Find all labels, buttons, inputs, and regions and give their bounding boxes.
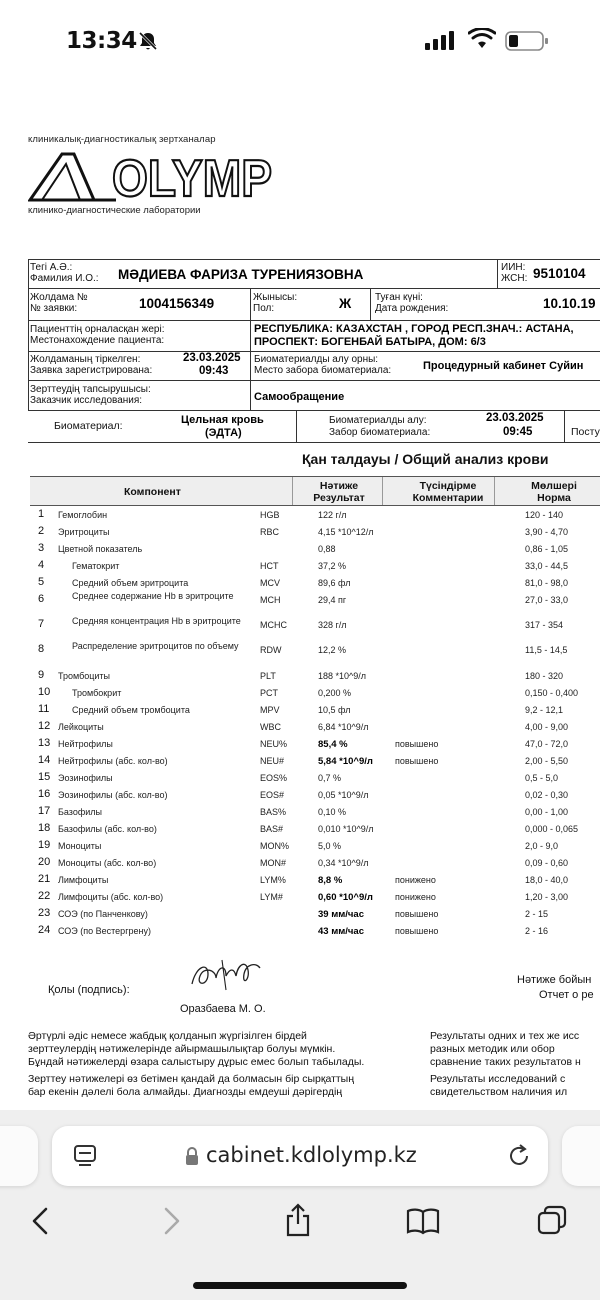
norm-range: 27,0 - 33,0 bbox=[525, 595, 569, 605]
disclaimer-ru: Результаты одних и тех же исс разных методик или обор сравнение таких результатов н Результаты исследований с свидетельством наличия ил bbox=[430, 1030, 581, 1098]
name-label-kz: Тегі А.Ә.: bbox=[30, 262, 73, 273]
table-row bbox=[30, 591, 600, 611]
component-name: Лейкоциты bbox=[58, 722, 104, 732]
svg-text:OLYMP: OLYMP bbox=[112, 150, 272, 204]
patient-iin: 9510104 bbox=[533, 266, 586, 281]
patient-name: МӘДИЕВА ФАРИЗА ТУРЕНИЯЗОВНА bbox=[118, 267, 364, 282]
table-row bbox=[30, 671, 600, 687]
component-name: Эозинофилы bbox=[58, 773, 113, 783]
result-value: 188 *10^9/л bbox=[318, 671, 367, 681]
norm-range: 81,0 - 98,0 bbox=[525, 578, 569, 588]
collect-label-kz: Биоматериалды алу: bbox=[329, 415, 427, 426]
component-code: PCT bbox=[260, 688, 278, 698]
wifi-icon bbox=[468, 28, 496, 50]
order-number: 1004156349 bbox=[139, 296, 215, 311]
component-name: Цветной показатель bbox=[58, 544, 143, 554]
table-row bbox=[30, 510, 600, 526]
comment-value: повышено bbox=[395, 909, 439, 919]
table-row bbox=[30, 790, 600, 806]
component-name: Распределение эритроцитов по объему bbox=[72, 641, 239, 651]
divider bbox=[564, 410, 565, 442]
component-name: Эритроциты bbox=[58, 527, 110, 537]
result-value: 4,15 *10^12/л bbox=[318, 527, 374, 537]
row-number: 10 bbox=[38, 686, 51, 698]
component-name: Моноциты bbox=[58, 841, 102, 851]
table-row bbox=[30, 527, 600, 543]
row-number: 16 bbox=[38, 788, 51, 800]
row-number: 13 bbox=[38, 737, 51, 749]
component-code: RBC bbox=[260, 527, 280, 537]
row-number: 15 bbox=[38, 771, 51, 783]
sex-label-kz: Жынысы: bbox=[253, 292, 298, 303]
forward-icon[interactable] bbox=[158, 1206, 184, 1236]
col-component: Компонент bbox=[124, 486, 181, 498]
signature-name: Оразбаева М. О. bbox=[180, 1003, 266, 1015]
component-code: BAS% bbox=[260, 807, 287, 817]
norm-range: 0,09 - 0,60 bbox=[525, 858, 569, 868]
component-name: Базофилы (абс. кол-во) bbox=[58, 824, 157, 834]
norm-range: 0,86 - 1,05 bbox=[525, 544, 569, 554]
table-row bbox=[30, 544, 600, 560]
location-label-kz: Пациенттің орналасқан жері: bbox=[30, 324, 165, 335]
row-number: 5 bbox=[38, 576, 45, 588]
biomaterial-value2: (ЭДТА) bbox=[205, 427, 242, 439]
component-name: Моноциты (абс. кол-во) bbox=[58, 858, 157, 868]
comment-value: понижено bbox=[395, 875, 436, 885]
order-label-ru: № заявки: bbox=[30, 303, 78, 314]
divider bbox=[28, 380, 600, 381]
divider bbox=[28, 259, 600, 260]
report-note-kz: Нәтиже бойын bbox=[517, 974, 592, 986]
component-code: PLT bbox=[260, 671, 276, 681]
component-name: Средний объем тромбоцита bbox=[72, 705, 190, 715]
result-value: 0,34 *10^9/л bbox=[318, 858, 369, 868]
address-bar[interactable] bbox=[52, 1126, 548, 1186]
post-label-cut: Посту bbox=[571, 426, 600, 438]
back-icon[interactable] bbox=[28, 1206, 54, 1236]
component-name: Среднее содержание Hb в эритроците bbox=[72, 591, 234, 601]
row-number: 23 bbox=[38, 907, 51, 919]
next-tab-preview[interactable] bbox=[562, 1126, 600, 1186]
row-number: 20 bbox=[38, 856, 51, 868]
table-row bbox=[30, 892, 600, 908]
signature-label: Қолы (подпись): bbox=[48, 984, 130, 996]
olymp-logo-icon bbox=[28, 146, 278, 204]
table-row bbox=[30, 641, 600, 661]
component-code: RDW bbox=[260, 645, 282, 655]
battery-icon bbox=[505, 30, 549, 52]
row-number: 2 bbox=[38, 525, 45, 537]
col-norm: Мөлшері Норма bbox=[531, 480, 577, 504]
collect-date: 23.03.2025 bbox=[486, 412, 544, 424]
norm-range: 317 - 354 bbox=[525, 620, 564, 630]
result-value: 12,2 % bbox=[318, 645, 347, 655]
component-name: Средний объем эритроцита bbox=[72, 578, 189, 588]
result-value: 0,10 % bbox=[318, 807, 347, 817]
lab-logo bbox=[28, 134, 288, 224]
norm-range: 1,20 - 3,00 bbox=[525, 892, 569, 902]
result-value: 43 мм/час bbox=[318, 926, 364, 937]
table-row bbox=[30, 858, 600, 874]
component-name: Гемоглобин bbox=[58, 510, 108, 520]
comment-value: повышено bbox=[395, 739, 439, 749]
norm-range: 3,90 - 4,70 bbox=[525, 527, 569, 537]
table-row bbox=[30, 705, 600, 721]
row-number: 12 bbox=[38, 720, 51, 732]
dob-label-kz: Туған күні: bbox=[375, 292, 423, 303]
component-name: Нейтрофилы bbox=[58, 739, 113, 749]
component-code: HCT bbox=[260, 561, 279, 571]
divider bbox=[28, 320, 600, 321]
result-value: 5,84 *10^9/л bbox=[318, 756, 373, 767]
row-number: 4 bbox=[38, 559, 45, 571]
url-text[interactable]: cabinet.kdlolymp.kz bbox=[206, 1143, 417, 1167]
row-number: 19 bbox=[38, 839, 51, 851]
row-number: 11 bbox=[38, 703, 50, 715]
norm-range: 180 - 320 bbox=[525, 671, 564, 681]
divider bbox=[28, 351, 600, 352]
row-number: 7 bbox=[38, 618, 45, 630]
share-icon[interactable] bbox=[283, 1202, 313, 1238]
result-value: 0,7 % bbox=[318, 773, 342, 783]
biomaterial-value1: Цельная кровь bbox=[181, 414, 264, 426]
reader-mode-icon[interactable] bbox=[72, 1143, 98, 1169]
result-value: 37,2 % bbox=[318, 561, 347, 571]
norm-range: 4,00 - 9,00 bbox=[525, 722, 569, 732]
result-value: 6,84 *10^9/л bbox=[318, 722, 369, 732]
cellular-signal-icon bbox=[425, 30, 459, 50]
result-value: 0,200 % bbox=[318, 688, 352, 698]
table-row bbox=[30, 807, 600, 823]
dob-label-ru: Дата рождения: bbox=[375, 303, 449, 314]
component-name: Средняя концентрация Hb в эритроците bbox=[72, 616, 241, 626]
collect-label-ru: Забор биоматериала: bbox=[329, 427, 431, 438]
component-code: NEU# bbox=[260, 756, 285, 766]
norm-range: 0,02 - 0,30 bbox=[525, 790, 569, 800]
component-code: LYM% bbox=[260, 875, 286, 885]
norm-range: 2,00 - 5,50 bbox=[525, 756, 569, 766]
comment-value: понижено bbox=[395, 892, 436, 902]
table-row bbox=[30, 773, 600, 789]
table-row bbox=[30, 824, 600, 840]
status-time: 13:34 bbox=[66, 28, 137, 54]
lab-report-document bbox=[0, 84, 600, 1114]
divider bbox=[296, 410, 297, 442]
bookmarks-icon[interactable] bbox=[405, 1206, 441, 1236]
row-number: 1 bbox=[38, 508, 45, 520]
component-code: MCHC bbox=[260, 620, 287, 630]
row-number: 18 bbox=[38, 822, 51, 834]
signature-icon bbox=[186, 956, 266, 996]
patient-sex: Ж bbox=[339, 296, 352, 311]
result-value: 0,60 *10^9/л bbox=[318, 892, 373, 903]
customer-label-ru: Заказчик исследования: bbox=[30, 395, 143, 406]
disclaimer-kz: Әртүрлі әдіс немесе жабдық қолданып жүргізілген бірдей зерттеулердің нәтижелерінде айырмашылықтар болуы мүмкін. Бұндай нәтижелерді өзара салыстыру дұрыс емес болып табылады. Зерттеу нәтижелері өз бетімен қандай да болмасын бір сырқаттың бар екенін дәлелі бола алмайды. Диагнозды емдеуші дәрігердің bbox=[28, 1030, 365, 1098]
browser-bottom-bar bbox=[0, 1110, 600, 1300]
row-number: 24 bbox=[38, 924, 51, 936]
result-value: 0,88 bbox=[318, 544, 336, 554]
divider bbox=[28, 442, 600, 443]
row-number: 17 bbox=[38, 805, 51, 817]
norm-range: 0,5 - 5,0 bbox=[525, 773, 559, 783]
bell-muted-icon bbox=[137, 30, 159, 52]
table-row bbox=[30, 909, 600, 925]
divider bbox=[497, 259, 498, 288]
lock-icon bbox=[184, 1146, 200, 1166]
component-code: EOS# bbox=[260, 790, 285, 800]
report-note-ru: Отчет о ре bbox=[539, 989, 594, 1001]
divider bbox=[250, 288, 251, 320]
norm-range: 2 - 16 bbox=[525, 926, 549, 936]
row-number: 8 bbox=[38, 643, 45, 655]
divider bbox=[28, 288, 600, 289]
iin-label-kz: ИИН: bbox=[501, 262, 526, 273]
col-result: Нәтиже Результат bbox=[313, 480, 365, 504]
table-row bbox=[30, 875, 600, 891]
place-label-kz: Биоматериалды алу орны: bbox=[254, 354, 379, 365]
component-name: СОЭ (по Вестергрену) bbox=[58, 926, 151, 936]
home-indicator[interactable] bbox=[193, 1282, 407, 1289]
norm-range: 11,5 - 14,5 bbox=[525, 645, 568, 655]
result-value: 29,4 пг bbox=[318, 595, 347, 605]
component-code: NEU% bbox=[260, 739, 288, 749]
norm-range: 2 - 15 bbox=[525, 909, 549, 919]
component-name: Нейтрофилы (абс. кол-во) bbox=[58, 756, 168, 766]
reg-time: 09:43 bbox=[199, 365, 229, 377]
table-row bbox=[30, 688, 600, 704]
sex-label-ru: Пол: bbox=[253, 303, 275, 314]
norm-range: 120 - 140 bbox=[525, 510, 564, 520]
table-row bbox=[30, 841, 600, 857]
reg-date: 23.03.2025 bbox=[183, 352, 241, 364]
table-row bbox=[30, 561, 600, 577]
result-value: 328 г/л bbox=[318, 620, 347, 630]
reg-label-ru: Заявка зарегистрирована: bbox=[30, 365, 153, 376]
table-row bbox=[30, 616, 600, 636]
row-number: 21 bbox=[38, 873, 51, 885]
component-code: WBC bbox=[260, 722, 281, 732]
norm-range: 47,0 - 72,0 bbox=[525, 739, 569, 749]
norm-range: 0,000 - 0,065 bbox=[525, 824, 579, 834]
lab-name-ru: клинико-диагностические лаборатории bbox=[28, 205, 201, 216]
divider bbox=[28, 410, 600, 411]
result-value: 85,4 % bbox=[318, 739, 348, 750]
component-name: Лимфоциты bbox=[58, 875, 109, 885]
row-number: 14 bbox=[38, 754, 51, 766]
lab-name-kz: клиникалық-диагностикалық зертханалар bbox=[28, 134, 216, 145]
name-label-ru: Фамилия И.О.: bbox=[30, 273, 99, 284]
biomaterial-label: Биоматериал: bbox=[54, 420, 123, 432]
component-code: MCV bbox=[260, 578, 280, 588]
result-value: 122 г/л bbox=[318, 510, 347, 520]
row-number: 22 bbox=[38, 890, 51, 902]
reg-label-kz: Жолдаманың тіркелген: bbox=[30, 354, 141, 365]
collection-place: Процедурный кабинет Суйин bbox=[423, 360, 584, 372]
reload-icon[interactable] bbox=[506, 1143, 532, 1169]
result-value: 0,010 *10^9/л bbox=[318, 824, 374, 834]
collect-time: 09:45 bbox=[503, 426, 533, 438]
row-number: 9 bbox=[38, 669, 45, 681]
row-number: 3 bbox=[38, 542, 45, 554]
component-name: Базофилы bbox=[58, 807, 102, 817]
component-code: LYM# bbox=[260, 892, 283, 902]
norm-range: 18,0 - 40,0 bbox=[525, 875, 569, 885]
result-value: 10,5 фл bbox=[318, 705, 351, 715]
table-row bbox=[30, 926, 600, 942]
divider bbox=[370, 288, 371, 320]
col-comment: Түсіндірме Комментарии bbox=[412, 480, 484, 504]
row-number: 6 bbox=[38, 593, 45, 605]
address-line1: РЕСПУБЛИКА: КАЗАХСТАН , ГОРОД РЕСП.ЗНАЧ.: АСТАНА, bbox=[254, 323, 574, 335]
place-label-ru: Место забора биоматериала: bbox=[254, 365, 392, 376]
location-label-ru: Местонахождение пациента: bbox=[30, 335, 165, 346]
result-value: 89,6 фл bbox=[318, 578, 351, 588]
component-code: MON# bbox=[260, 858, 287, 868]
table-row bbox=[30, 756, 600, 772]
norm-range: 0,150 - 0,400 bbox=[525, 688, 579, 698]
comment-value: повышено bbox=[395, 756, 439, 766]
component-name: Тромбоциты bbox=[58, 671, 111, 681]
component-code: MPV bbox=[260, 705, 280, 715]
component-name: СОЭ (по Панченкову) bbox=[58, 909, 148, 919]
divider bbox=[250, 320, 251, 410]
component-code: HGB bbox=[260, 510, 280, 520]
component-code: EOS% bbox=[260, 773, 288, 783]
component-name: Тромбокрит bbox=[72, 688, 122, 698]
table-row bbox=[30, 739, 600, 755]
comment-value: повышено bbox=[395, 926, 439, 936]
analysis-title: Қан талдауы / Общий анализ крови bbox=[302, 451, 549, 467]
divider bbox=[28, 259, 29, 410]
component-name: Эозинофилы (абс. кол-во) bbox=[58, 790, 168, 800]
result-value: 8,8 % bbox=[318, 875, 343, 886]
norm-range: 9,2 - 12,1 bbox=[525, 705, 564, 715]
results-table-header bbox=[30, 476, 600, 506]
customer-value: Самообращение bbox=[254, 391, 345, 403]
table-row bbox=[30, 722, 600, 738]
previous-tab-preview[interactable] bbox=[0, 1126, 38, 1186]
norm-range: 0,00 - 1,00 bbox=[525, 807, 569, 817]
component-code: MON% bbox=[260, 841, 289, 851]
component-name: Лимфоциты (абс. кол-во) bbox=[58, 892, 164, 902]
norm-range: 33,0 - 44,5 bbox=[525, 561, 569, 571]
component-code: BAS# bbox=[260, 824, 284, 834]
order-label-kz: Жолдама № bbox=[30, 292, 88, 303]
customer-label-kz: Зерттеудің тапсырушысы: bbox=[30, 384, 151, 395]
norm-range: 2,0 - 9,0 bbox=[525, 841, 559, 851]
tabs-icon[interactable] bbox=[536, 1204, 568, 1236]
component-name: Гематокрит bbox=[72, 561, 120, 571]
result-value: 0,05 *10^9/л bbox=[318, 790, 369, 800]
component-code: MCH bbox=[260, 595, 281, 605]
patient-dob: 10.10.19 bbox=[543, 296, 596, 311]
iin-label-ru: ЖСН: bbox=[501, 273, 528, 284]
address-line2: ПРОСПЕКТ: БОГЕНБАЙ БАТЫРА, ДОМ: 6/3 bbox=[254, 336, 486, 348]
result-value: 5,0 % bbox=[318, 841, 342, 851]
result-value: 39 мм/час bbox=[318, 909, 364, 920]
status-bar bbox=[0, 0, 600, 84]
